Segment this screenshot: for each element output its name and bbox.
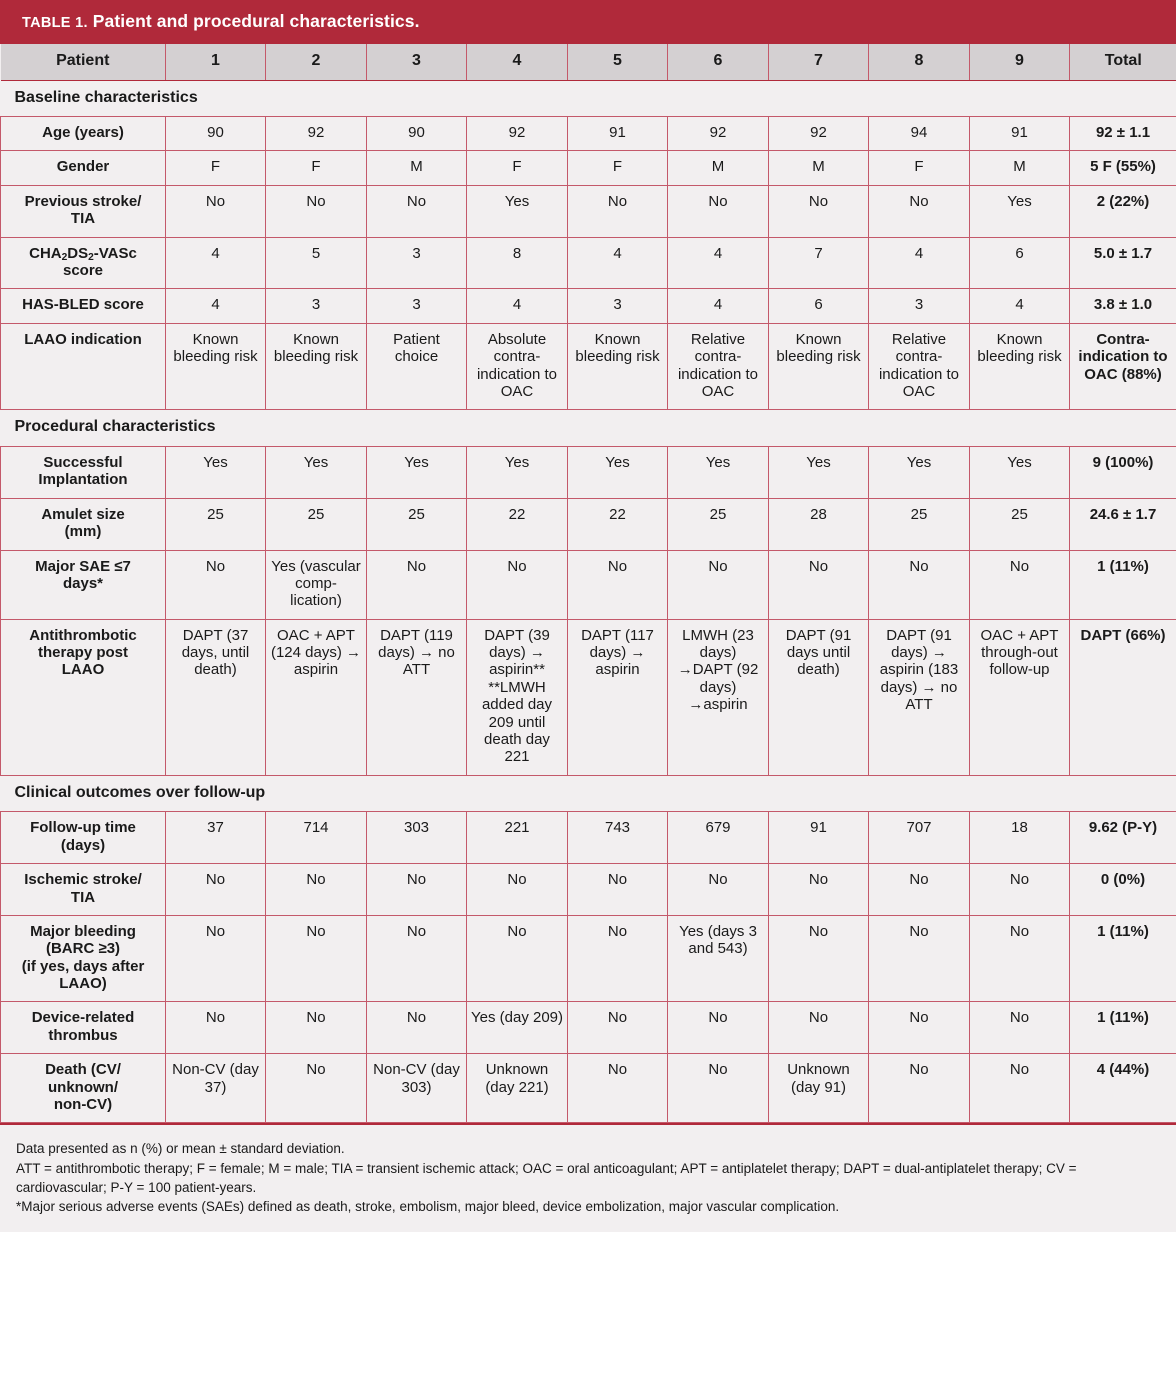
data-cell: F: [266, 151, 367, 185]
data-cell: No: [668, 1002, 769, 1054]
data-cell: 92: [266, 117, 367, 151]
data-cell: 4: [668, 289, 769, 323]
data-cell: No: [467, 915, 568, 1002]
table-row: [1, 237, 1176, 289]
table-title-caption: Patient and procedural characteristics.: [87, 11, 420, 32]
table-header-row: [1, 44, 1176, 80]
data-cell: 90: [367, 117, 467, 151]
total-cell: 4 (44%): [1070, 1054, 1176, 1123]
data-cell: 25: [668, 498, 769, 550]
data-cell: 4: [467, 289, 568, 323]
row-label: Major bleeding (BARC ≥3) (if yes, days after LAAO): [1, 915, 166, 1002]
total-cell: 1 (11%): [1070, 550, 1176, 619]
data-cell: No: [869, 550, 970, 619]
data-cell: No: [166, 1002, 266, 1054]
data-cell: Relative contra-indication to OAC: [869, 323, 970, 410]
data-cell: No: [668, 1054, 769, 1123]
data-cell: 3: [869, 289, 970, 323]
data-cell: Known bleeding risk: [568, 323, 668, 410]
data-cell: 18: [970, 812, 1070, 864]
data-cell: No: [266, 1002, 367, 1054]
data-cell: DAPT (91 days until death): [769, 619, 869, 775]
data-cell: 25: [166, 498, 266, 550]
row-label: Device-related thrombus: [1, 1002, 166, 1054]
footnote-line-3: *Major serious adverse events (SAEs) defined as death, stroke, embolism, major bleed, device embolization, major vascular complication.: [16, 1198, 840, 1214]
table-row: [1, 446, 1176, 498]
row-label: Age (years): [1, 117, 166, 151]
table-row: [1, 151, 1176, 185]
section-header-label: Procedural characteristics: [1, 410, 1176, 447]
header-cell-patient-2: 2: [266, 44, 367, 80]
data-cell: M: [769, 151, 869, 185]
total-cell: Contra-indication to OAC (88%): [1070, 323, 1176, 410]
table-row: [1, 117, 1176, 151]
section-header-row: [1, 410, 1176, 447]
footnote-line-2: ATT = antithrombotic therapy; F = female; M = male; TIA = transient ischemic attack; OAC = oral anticoagulant; APT = antiplatelet therapy; DAPT = dual-antiplatelet therapy; CV = cardiovascular; P-Y = 100 patient-years.: [16, 1160, 1077, 1195]
data-cell: No: [467, 864, 568, 916]
data-cell: 6: [769, 289, 869, 323]
data-cell: Yes: [970, 446, 1070, 498]
data-cell: DAPT (117 days) → aspirin: [568, 619, 668, 775]
data-cell: No: [769, 1002, 869, 1054]
data-cell: 4: [668, 237, 769, 289]
data-cell: No: [266, 915, 367, 1002]
data-cell: Yes: [266, 446, 367, 498]
data-cell: 5: [266, 237, 367, 289]
data-cell: No: [668, 864, 769, 916]
data-cell: 3: [266, 289, 367, 323]
data-cell: 25: [367, 498, 467, 550]
data-cell: 3: [367, 289, 467, 323]
data-cell: Unknown (day 91): [769, 1054, 869, 1123]
row-label: Follow-up time (days): [1, 812, 166, 864]
total-cell: 2 (22%): [1070, 185, 1176, 237]
data-cell: 4: [869, 237, 970, 289]
table-row: [1, 619, 1176, 775]
header-cell-total: Total: [1070, 44, 1176, 80]
data-cell: Yes: [568, 446, 668, 498]
data-cell: 25: [869, 498, 970, 550]
data-cell: No: [668, 550, 769, 619]
table-title-bar: [0, 0, 1176, 44]
data-cell: 714: [266, 812, 367, 864]
data-cell: No: [568, 915, 668, 1002]
header-cell-patient-7: 7: [769, 44, 869, 80]
data-cell: Known bleeding risk: [166, 323, 266, 410]
data-cell: 707: [869, 812, 970, 864]
total-cell: 24.6 ± 1.7: [1070, 498, 1176, 550]
data-cell: No: [869, 1002, 970, 1054]
data-cell: Non-CV (day 37): [166, 1054, 266, 1123]
data-cell: No: [568, 864, 668, 916]
data-cell: 4: [166, 237, 266, 289]
data-cell: No: [668, 185, 769, 237]
data-cell: 91: [769, 812, 869, 864]
data-cell: Yes (day 209): [467, 1002, 568, 1054]
table-row: [1, 812, 1176, 864]
table-row: [1, 323, 1176, 410]
row-label: Death (CV/ unknown/ non-CV): [1, 1054, 166, 1123]
data-cell: 22: [467, 498, 568, 550]
data-cell: Known bleeding risk: [266, 323, 367, 410]
data-cell: OAC + APT through-out follow-up: [970, 619, 1070, 775]
data-cell: No: [367, 185, 467, 237]
footnote-line-1: Data presented as n (%) or mean ± standard deviation.: [16, 1141, 345, 1157]
header-cell-patient: Patient: [1, 44, 166, 80]
data-cell: Absolute contra-indication to OAC: [467, 323, 568, 410]
row-label: LAAO indication: [1, 323, 166, 410]
data-cell: 221: [467, 812, 568, 864]
header-cell-patient-4: 4: [467, 44, 568, 80]
data-cell: DAPT (91 days) → aspirin (183 days) → no ATT: [869, 619, 970, 775]
data-cell: 303: [367, 812, 467, 864]
total-cell: 1 (11%): [1070, 915, 1176, 1002]
data-cell: OAC + APT (124 days) → aspirin: [266, 619, 367, 775]
data-cell: 91: [970, 117, 1070, 151]
data-cell: Unknown (day 221): [467, 1054, 568, 1123]
row-label: Gender: [1, 151, 166, 185]
data-cell: No: [970, 1002, 1070, 1054]
data-cell: F: [568, 151, 668, 185]
data-cell: No: [367, 1002, 467, 1054]
data-cell: No: [568, 1054, 668, 1123]
data-cell: Patient choice: [367, 323, 467, 410]
data-cell: LMWH (23 days) →DAPT (92 days) →aspirin: [668, 619, 769, 775]
data-cell: No: [568, 1002, 668, 1054]
table-row: [1, 289, 1176, 323]
table-row: [1, 915, 1176, 1002]
data-cell: Yes: [668, 446, 769, 498]
data-cell: No: [367, 864, 467, 916]
data-cell: 25: [970, 498, 1070, 550]
data-cell: No: [266, 1054, 367, 1123]
data-cell: 679: [668, 812, 769, 864]
data-cell: No: [568, 550, 668, 619]
header-cell-patient-9: 9: [970, 44, 1070, 80]
data-cell: Relative contra-indication to OAC: [668, 323, 769, 410]
row-label: Amulet size (mm): [1, 498, 166, 550]
data-cell: 28: [769, 498, 869, 550]
data-cell: No: [869, 185, 970, 237]
patient-characteristics-table: [0, 44, 1176, 1123]
table-row: [1, 498, 1176, 550]
table-row: [1, 1002, 1176, 1054]
table-row: [1, 185, 1176, 237]
data-cell: Yes: [367, 446, 467, 498]
total-cell: 5.0 ± 1.7: [1070, 237, 1176, 289]
data-cell: No: [970, 550, 1070, 619]
data-cell: F: [166, 151, 266, 185]
data-cell: No: [568, 185, 668, 237]
header-cell-patient-3: 3: [367, 44, 467, 80]
data-cell: 4: [970, 289, 1070, 323]
data-cell: DAPT (119 days) → no ATT: [367, 619, 467, 775]
data-cell: DAPT (39 days) → aspirin** **LMWH added day 209 until death day 221: [467, 619, 568, 775]
data-cell: Known bleeding risk: [970, 323, 1070, 410]
data-cell: No: [367, 915, 467, 1002]
data-cell: 94: [869, 117, 970, 151]
data-cell: No: [266, 864, 367, 916]
data-cell: 4: [568, 237, 668, 289]
data-cell: No: [166, 185, 266, 237]
data-cell: No: [367, 550, 467, 619]
data-cell: No: [467, 550, 568, 619]
data-cell: No: [869, 864, 970, 916]
data-cell: 4: [166, 289, 266, 323]
data-cell: No: [970, 915, 1070, 1002]
table-row: [1, 864, 1176, 916]
section-header-row: [1, 80, 1176, 117]
data-cell: No: [769, 864, 869, 916]
data-cell: No: [166, 550, 266, 619]
table-title-number: TABLE 1.: [22, 15, 88, 32]
data-cell: No: [769, 185, 869, 237]
section-header-label: Baseline characteristics: [1, 80, 1176, 117]
row-label: Ischemic stroke/ TIA: [1, 864, 166, 916]
data-cell: No: [970, 1054, 1070, 1123]
data-cell: F: [467, 151, 568, 185]
data-cell: No: [266, 185, 367, 237]
data-cell: 3: [568, 289, 668, 323]
data-cell: 92: [467, 117, 568, 151]
data-cell: Known bleeding risk: [769, 323, 869, 410]
data-cell: 22: [568, 498, 668, 550]
data-cell: No: [769, 915, 869, 1002]
data-cell: 90: [166, 117, 266, 151]
total-cell: 5 F (55%): [1070, 151, 1176, 185]
data-cell: 37: [166, 812, 266, 864]
data-cell: 92: [668, 117, 769, 151]
data-cell: 743: [568, 812, 668, 864]
total-cell: 9 (100%): [1070, 446, 1176, 498]
total-cell: 0 (0%): [1070, 864, 1176, 916]
table-title: [22, 13, 420, 31]
data-cell: No: [769, 550, 869, 619]
data-cell: 25: [266, 498, 367, 550]
section-header-label: Clinical outcomes over follow-up: [1, 775, 1176, 812]
table-footnotes: [0, 1123, 1176, 1232]
data-cell: 8: [467, 237, 568, 289]
table-row: [1, 550, 1176, 619]
data-cell: No: [869, 915, 970, 1002]
data-cell: Non-CV (day 303): [367, 1054, 467, 1123]
header-cell-patient-1: 1: [166, 44, 266, 80]
total-cell: 3.8 ± 1.0: [1070, 289, 1176, 323]
data-cell: DAPT (37 days, until death): [166, 619, 266, 775]
data-cell: Yes: [970, 185, 1070, 237]
data-cell: 6: [970, 237, 1070, 289]
header-cell-patient-5: 5: [568, 44, 668, 80]
data-cell: Yes (vascular comp-lication): [266, 550, 367, 619]
total-cell: 92 ± 1.1: [1070, 117, 1176, 151]
data-cell: 92: [769, 117, 869, 151]
row-label: Successful Implantation: [1, 446, 166, 498]
data-cell: Yes (days 3 and 543): [668, 915, 769, 1002]
row-label: Previous stroke/ TIA: [1, 185, 166, 237]
row-label: Antithrombotic therapy post LAAO: [1, 619, 166, 775]
data-cell: Yes: [166, 446, 266, 498]
row-label: HAS-BLED score: [1, 289, 166, 323]
data-cell: Yes: [467, 185, 568, 237]
data-cell: M: [367, 151, 467, 185]
total-cell: 1 (11%): [1070, 1002, 1176, 1054]
row-label: Major SAE ≤7 days*: [1, 550, 166, 619]
section-header-row: [1, 775, 1176, 812]
data-cell: 91: [568, 117, 668, 151]
row-label: $CHA_2DS_2$-VASc score: [1, 237, 166, 289]
header-cell-patient-8: 8: [869, 44, 970, 80]
data-cell: No: [869, 1054, 970, 1123]
data-cell: M: [668, 151, 769, 185]
data-cell: Yes: [467, 446, 568, 498]
total-cell: 9.62 (P-Y): [1070, 812, 1176, 864]
data-cell: No: [970, 864, 1070, 916]
data-cell: 3: [367, 237, 467, 289]
data-cell: Yes: [769, 446, 869, 498]
table-body: [1, 80, 1176, 1123]
table-row: [1, 1054, 1176, 1123]
bottom-edge: [0, 1232, 1176, 1240]
data-cell: No: [166, 864, 266, 916]
data-cell: 7: [769, 237, 869, 289]
data-cell: M: [970, 151, 1070, 185]
data-cell: F: [869, 151, 970, 185]
total-cell: DAPT (66%): [1070, 619, 1176, 775]
data-cell: No: [166, 915, 266, 1002]
data-cell: Yes: [869, 446, 970, 498]
header-cell-patient-6: 6: [668, 44, 769, 80]
